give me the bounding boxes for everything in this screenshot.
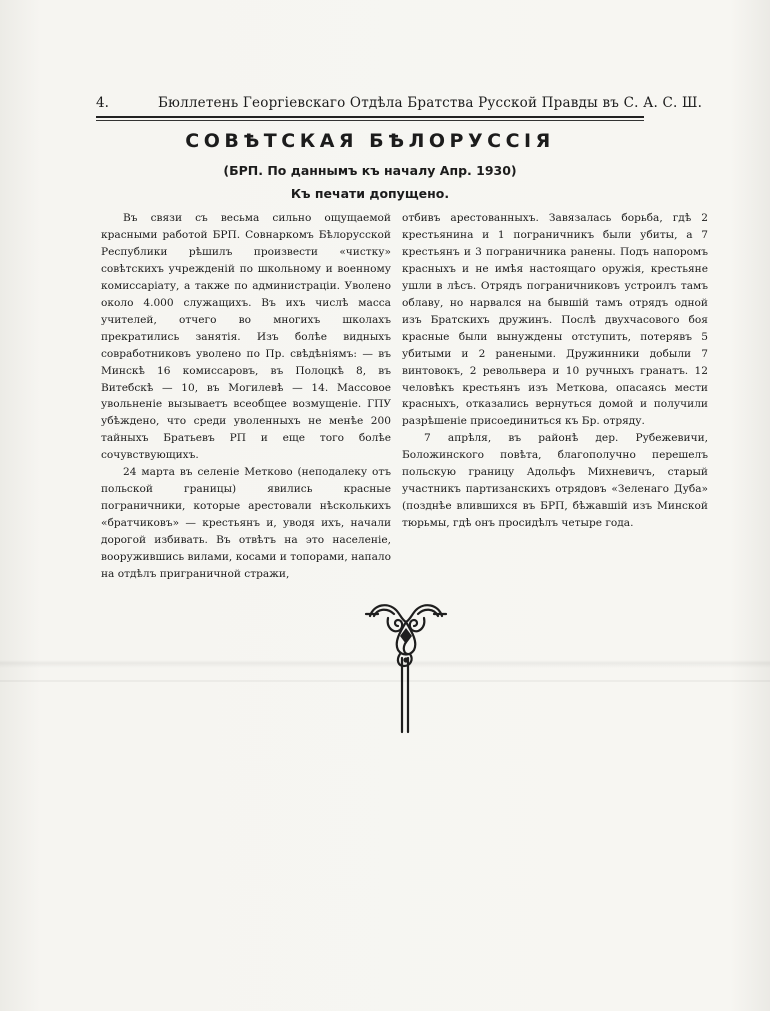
paper-crease [0,680,770,682]
bulletin-title: Бюллетень Георгіевскаго Отдѣла Братства Русской Правды въ С. А. С. Ш. [158,95,703,111]
page-number: 4. [96,95,109,111]
article-title: СОВѢТСКАЯ БѢЛОРУССІЯ [185,130,555,152]
paragraph: отбивъ арестованныхъ. Завязалась борьба, гдѣ 2 крестьянина и 1 пограничникъ были убиты, а 7 крестьянъ и 3 пограничника ранены. Подъ напоромъ красныхъ и не имѣя настоящаго оружія, крестьяне ушли в лѣсъ. Отрядъ пограничниковъ устроилъ тамъ облаву, но нарвался на бывшій тамъ отрядъ одной изъ Братскихъ дружинъ. Послѣ двухчасового боя красные были вынуждены отступить, потерявъ 5 убитыми и 2 ранеными. Дружинники добыли 7 винтовокъ, 2 револьвера и 10 ручныхъ гранатъ. 12 человѣкъ крестьянъ изъ Меткова, опасаясь мести красныхъ, отказались вернуться домой и получили разрѣшеніе присоединиться къ Бр. отряду. [402,212,708,428]
censorship-note: Къ печати допущено. [290,186,450,201]
article-column-left [101,210,391,583]
header-rule-thick [96,116,644,118]
paragraph: Въ связи съ весьма сильно ощущаемой красными работой БРП. Совнаркомъ Бѣлорусской Республики рѣшилъ произвести «чистку» совѣтскихъ учрежденій по школьному и военному комиссаріату, а также по администраціи. Уволено около 4.000 служащихъ. Въ ихъ числѣ масса учителей, отчего во многихъ школахъ прекратились занятія. Изъ болѣе видныхъ совработниковъ уволено по Пр. свѣдѣніямъ: — въ Минскѣ 16 комиссаровъ, въ Полоцкѣ 8, въ Витебскѣ — 10, въ Могилевѣ — 14. Массовое увольненіе вызываетъ всеобщее возмущеніе. ГПУ убѣждено, что среди уволенныхъ не менѣе 200 тайныхъ Братьевъ РП и еще того болѣе сочувствующихъ. [101,212,391,462]
article-subtitle: (БРП. По даннымъ къ началу Апр. 1930) [223,163,517,178]
art-nouveau-tailpiece-icon [364,598,448,734]
running-header [96,92,703,114]
paragraph: 7 апрѣля, въ районѣ дер. Рубежевичи, Боложинского повѣта, благополучно перешелъ польскую границу Адольфъ Михневичъ, старый участникъ партизанскихъ отрядовъ «Зеленаго Дуба» (позднѣе влившихся въ БРП, бѣжавшій изъ Минской тюрьмы, гдѣ онъ просидѣлъ четыре года. [402,432,708,530]
article-column-right [402,210,708,532]
paragraph: 24 марта въ селеніе Метково (неподалеку отъ польской границы) явились красные пограничники, которые арестовали нѣсколькихъ «братчиковъ» — крестьянъ и, уводя ихъ, начали дорогой избивать. Въ отвѣтъ на это населеніе, вооружившись вилами, косами и топорами, напало на отдѣлъ приграничной стражи, [101,466,391,581]
header-rule-thin [96,120,644,121]
